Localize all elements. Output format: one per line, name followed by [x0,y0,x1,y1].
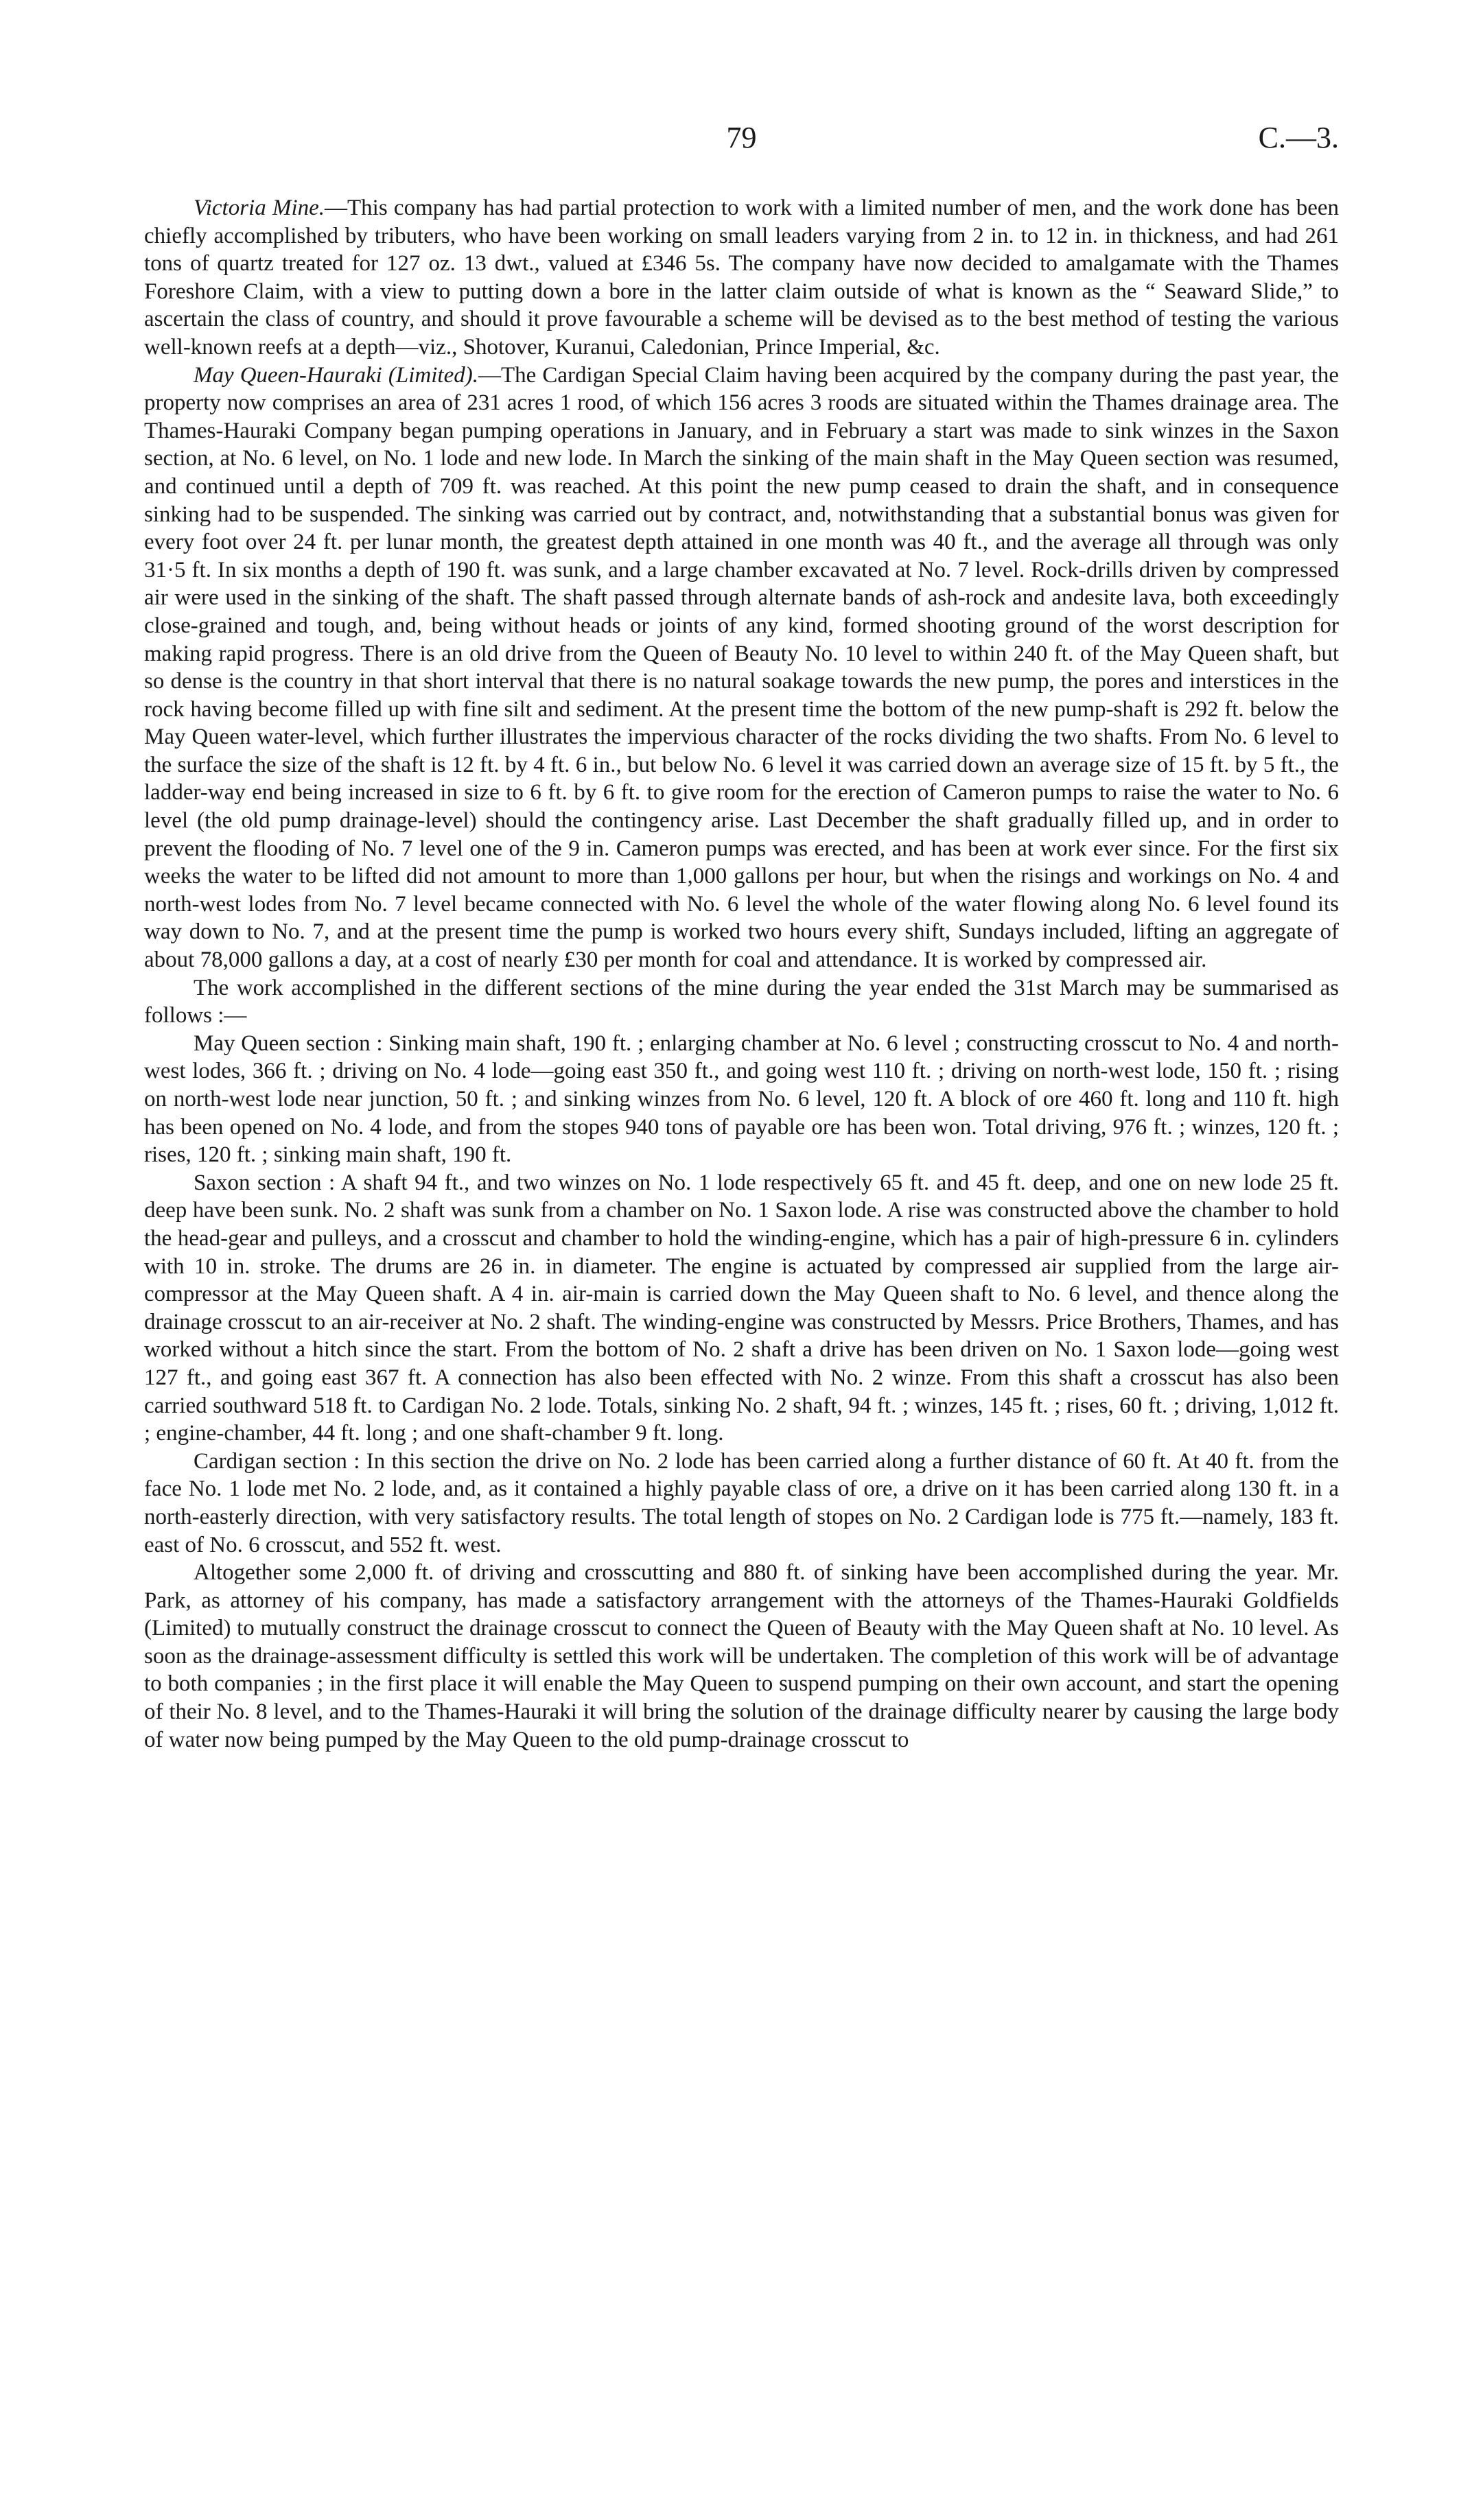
paragraph-text: Cardigan section : In this section the drive on No. 2 lode has been carried along a further distance of 60 ft. At 40 ft. from the face No. 1 lode met No. 2 lode, and, as it contained a highly payable class of ore, a drive on it has been carried along 130 ft. in a north-easterly direction, with very satisfactory results. The total length of stopes on No. 2 Cardigan lode is 775 ft.—namely, 183 ft. east of No. 6 crosscut, and 552 ft. west. [144,1448,1339,1557]
paragraph-text: —This company has had partial protection to work with a limited number of men, and the work done has been chiefly accomplished by tributers, who have been working on small leaders varying from 2 in. to 12 in. in thickness, and had 261 tons of quartz treated for 127 oz. 13 dwt., valued at £346 5s. The company have now decided to amalgamate with the Thames Foreshore Claim, with a view to putting down a bore in the latter claim outside of what is known as the “ Seaward Slide,” to ascertain the class of country, and should it prove favourable a scheme will be devised as to the best method of testing the various well-known reefs at a depth—viz., Shotover, Kuranui, Caledonian, Prince Imperial, &c. [144,196,1339,360]
paragraph-may-queen-section [144,1030,1339,1169]
paragraph-altogether [144,1559,1339,1754]
page-header [144,120,1339,182]
paragraph-victoria-mine [144,194,1339,362]
body-text [144,194,1339,1754]
section-heading: May Queen-Hauraki (Limited). [194,362,478,388]
paragraph-saxon-section [144,1169,1339,1448]
paragraph-may-queen-hauraki [144,362,1339,974]
section-heading: Victoria Mine. [194,196,325,220]
paragraph-text: May Queen section : Sinking main shaft, 190 ft. ; enlarging chamber at No. 6 level ; constructing crosscut to No. 4 and north-west lodes, 366 ft. ; driving on No. 4 lode—going east 350 ft., and going west 110 ft. ; driving on north-west lode, 150 ft. ; rising on north-west lode near junction, 50 ft. ; and sinking winzes from No. 6 level, 120 ft. A block of ore 460 ft. long and 110 ft. high has been opened on No. 4 lode, and from the stopes 940 tons of payable ore has been won. Total driving, 976 ft. ; winzes, 120 ft. ; rises, 120 ft. ; sinking main shaft, 190 ft. [144,1031,1339,1168]
paragraph-work-summary-intro [144,974,1339,1030]
paragraph-cardigan-section [144,1448,1339,1559]
paragraph-text: Saxon section : A shaft 94 ft., and two winzes on No. 1 lode respectively 65 ft. and 45 ft. deep, and one on new lode 25 ft. deep have been sunk. No. 2 shaft was sunk from a chamber on No. 1 Saxon lode. A rise was constructed above the chamber to hold the head-gear and pulleys, and a crosscut and chamber to hold the winding-engine, which has a pair of high-pressure 6 in. cylinders with 10 in. stroke. The drums are 26 in. in diameter. The engine is actuated by compressed air supplied from the large air-compressor at the May Queen shaft. A 4 in. air-main is carried down the May Queen shaft to No. 6 level, and thence along the drainage crosscut to an air-receiver at No. 2 shaft. The winding-engine was constructed by Messrs. Price Brothers, Thames, and has worked without a hitch since the start. From the bottom of No. 2 shaft a drive has been driven on No. 1 Saxon lode—going west 127 ft., and going east 367 ft. A connection has also been effected with No. 2 winze. From this shaft a crosscut has also been carried southward 518 ft. to Cardigan No. 2 lode. Totals, sinking No. 2 shaft, 94 ft. ; winzes, 145 ft. ; rises, 60 ft. ; driving, 1,012 ft. ; engine-chamber, 44 ft. long ; and one shaft-chamber 9 ft. long. [144,1170,1339,1446]
paragraph-text: Altogether some 2,000 ft. of driving and crosscutting and 880 ft. of sinking have been accomplished during the year. Mr. Park, as attorney of his company, has made a satisfactory arrangement with the attorneys of the Thames-Hauraki Goldfields (Limited) to mutually construct the drainage crosscut to connect the Queen of Beauty with the May Queen shaft at No. 10 level. As soon as the drainage-assessment difficulty is settled this work will be undertaken. The completion of this work will be of advantage to both companies ; in the first place it will enable the May Queen to suspend pumping on their own account, and start the opening of their No. 8 level, and to the Thames-Hauraki it will bring the solution of the drainage difficulty nearer by causing the large body of water now being pumped by the May Queen to the old pump-drainage crosscut to [144,1560,1339,1752]
paragraph-text: —The Cardigan Special Claim having been acquired by the company during the past year, the property now comprises an area of 231 acres 1 rood, of which 156 acres 3 roods are situated within the Thames drainage area. The Thames-Hauraki Company began pumping operations in January, and in February a start was made to sink winzes in the Saxon section, at No. 6 level, on No. 1 lode and new lode. In March the sinking of the main shaft in the May Queen section was resumed, and continued until a depth of 709 ft. was reached. At this point the new pump ceased to drain the shaft, and in consequence sinking had to be suspended. The sinking was carried out by contract, and, notwithstanding that a substantial bonus was given for every foot over 24 ft. per lunar month, the greatest depth attained in one month was 40 ft., and the average all through was only 31·5 ft. In six months a depth of 190 ft. was sunk, and a large chamber excavated at No. 7 level. Rock-drills driven by compressed air were used in the sinking of the shaft. The shaft passed through alternate bands of ash-rock and andesite lava, both exceedingly close-grained and tough, and, being without heads or joints of any kind, formed shooting ground of the worst description for making rapid progress. There is an old drive from the Queen of Beauty No. 10 level to within 240 ft. of the May Queen shaft, but so dense is the country in that short interval that there is no natural soakage towards the new pump, the pores and interstices in the rock having become filled up with fine silt and sediment. At the present time the bottom of the new pump-shaft is 292 ft. below the May Queen water-level, which further illustrates the impervious character of the rocks dividing the two shafts. From No. 6 level to the surface the size of the shaft is 12 ft. by 4 ft. 6 in., but below No. 6 level it was carried down an average size of 15 ft. by 5 ft., the ladder-way end being increased in size to 6 ft. by 6 ft. to give room for the erection of Cameron pumps to raise the water to No. 6 level (the old pump drainage-level) should the contingency arise. Last December the shaft gradually filled up, and in order to prevent the flooding of No. 7 level one of the 9 in. Cameron pumps was erected, and has been at work ever since. For the first six weeks the water to be lifted did not amount to more than 1,000 gallons per hour, but when the risings and workings on No. 4 and north-west lodes from No. 7 level became connected with No. 6 level the whole of the water flowing along No. 6 level found its way down to No. 7, and at the present time the pump is worked two hours every shift, Sundays included, lifting an aggregate of about 78,000 gallons a day, at a cost of nearly £30 per month for coal and attendance. It is worked by compressed air. [144,362,1339,973]
document-code: C.—3. [1258,121,1339,154]
page-number: 79 [726,121,757,154]
paragraph-text: The work accomplished in the different sections of the mine during the year ended the 31st March may be summarised as follows :— [144,975,1339,1028]
